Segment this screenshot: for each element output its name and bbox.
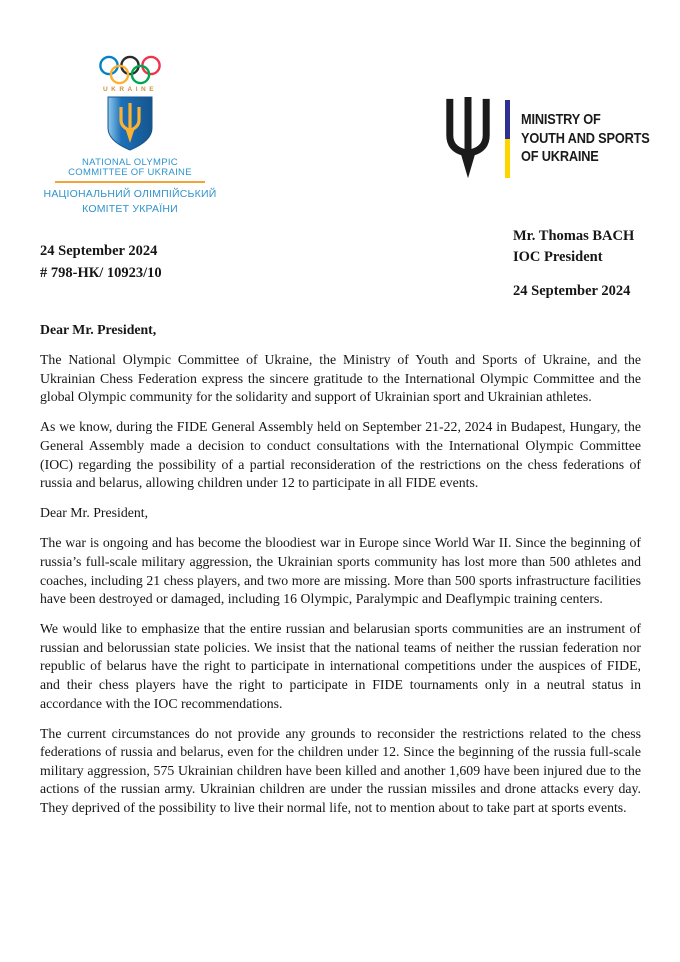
noc-name-uk-line2: КОМІТЕТ УКРАЇНИ bbox=[82, 203, 178, 215]
reference-block bbox=[40, 240, 162, 284]
trident-shield-icon bbox=[107, 96, 153, 152]
ministry-name-line1: MINISTRY OF bbox=[521, 111, 601, 129]
olympic-rings-icon bbox=[99, 55, 161, 85]
letter-date: 24 September 2024 bbox=[40, 243, 158, 259]
addressee-block bbox=[513, 226, 634, 302]
olympic-ring-yellow bbox=[111, 66, 128, 83]
paragraph-2: As we know, during the FIDE General Assembly held on September 21-22, 2024 in Budapest, Hungary, the General Assembly made a decision to conduct consultations with the International Olympic Committee (IOC) regarding the possibility of a partial reconsideration of the restrictions on the chess federations of russia and belarus, allowing children under 12 to participate in all FIDE events. bbox=[40, 419, 641, 491]
addressee-name: Mr. Thomas BACH bbox=[513, 228, 635, 244]
letter-body bbox=[40, 321, 641, 829]
ministry-name-line2: YOUTH AND SPORTS bbox=[521, 129, 650, 147]
flag-yellow-half bbox=[505, 139, 510, 178]
salutation-2: Dear Mr. President, bbox=[40, 505, 149, 521]
ministry-name bbox=[521, 111, 650, 167]
ministry-name-line3: OF UKRAINE bbox=[521, 148, 599, 166]
addressee-title: IOC President bbox=[513, 249, 603, 265]
trident-base bbox=[460, 151, 476, 178]
olympic-ring-red bbox=[142, 57, 159, 74]
paragraph-5: The current circumstances do not provide any grounds to reconsider the restrictions related to the chess federations of russia and belarus, even for the children under 12. Since the beginning of the russia full-scale military aggression, 575 Ukrainian children have been killed and another 1,609 have been injured due to the actions of the russian army. Ukrainian children are under the russian missiles and drone attacks every day. They deprived of the possibility to live their normal life, not to mention about to take part at sports events. bbox=[40, 725, 641, 816]
olympic-ring-blue bbox=[100, 57, 117, 74]
reference-number: # 798-НК/ 10923/10 bbox=[40, 265, 162, 281]
olympic-ring-green bbox=[132, 66, 149, 83]
noc-divider bbox=[55, 181, 205, 183]
noc-name-en-line2: COMMITTEE OF UKRAINE bbox=[68, 166, 192, 178]
noc-name-uk-line1: НАЦІОНАЛЬНИЙ ОЛІМПІЙСЬКИЙ bbox=[43, 188, 217, 200]
trident-icon bbox=[440, 95, 496, 183]
noc-ukraine-label: UKRAINE bbox=[102, 86, 158, 93]
noc-name-en-line1: NATIONAL OLYMPIC bbox=[82, 157, 178, 168]
paragraph-1: The National Olympic Committee of Ukraine, the Ministry of Youth and Sports of Ukraine, and the Ukrainian Chess Federation express the sincere gratitude to the International Olympic Committee and the global Olympic community for the solidarity and support of Ukrainian sport and Ukrainian athletes. bbox=[40, 352, 641, 405]
paragraph-3: The war is ongoing and has become the bloodiest war in Europe since World War II. Since the beginning of russia’s full-scale military aggression, the Ukrainian sports community has lost more than 500 athletes and coaches, including 21 chess players, and two more are missing. More than 500 sports infrastructure facilities have been destroyed or damaged, including 16 Olympic, Paralympic and Deaflympic training centers. bbox=[40, 535, 641, 607]
ukraine-flag-bar bbox=[505, 100, 510, 178]
ministry-logo bbox=[440, 95, 672, 183]
olympic-ring-black bbox=[121, 57, 138, 74]
addressee-date: 24 September 2024 bbox=[513, 283, 631, 299]
noc-name-en bbox=[68, 158, 192, 177]
salutation: Dear Mr. President, bbox=[40, 322, 157, 337]
noc-logo bbox=[30, 55, 230, 217]
noc-name-uk bbox=[44, 187, 217, 217]
flag-blue-half bbox=[505, 100, 510, 139]
paragraph-4: We would like to emphasize that the entire russian and belarusian sports communities are an instrument of russian and belorussian state policies. We insist that the national teams of neither the russian federation nor republic of belarus have the right to participate in international competitions under the auspices of FIDE, and their chess players have the right to participate in FIDE tournaments only in a neutral status in accordance with the IOC recommendations. bbox=[40, 621, 641, 711]
